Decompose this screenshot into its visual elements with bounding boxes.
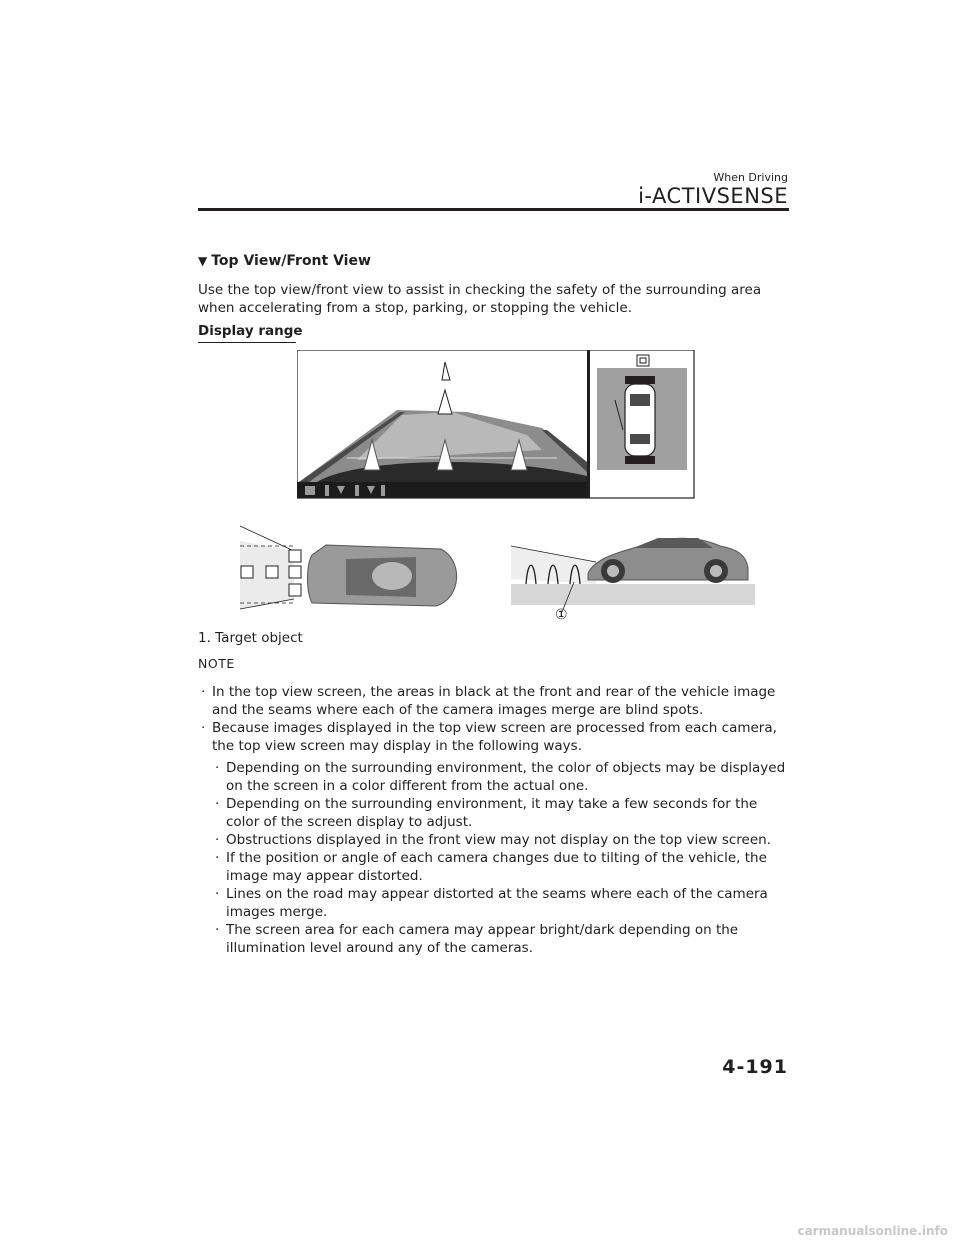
subnote-text: Depending on the surrounding environment, it may take a few seconds for the color of the screen display to adjust. [226, 796, 758, 830]
note-item: · Because images displayed in the top view screen are processed from each camera, the top view screen may display in the following ways. [201, 720, 777, 754]
note-item: · In the top view screen, the areas in black at the front and rear of the vehicle image and the seams where each of the camera images merge are blind spots. [201, 684, 776, 718]
subnote-item: · Obstructions displayed in the front view may not display on the top view screen. [215, 832, 772, 848]
subnote-item: · The screen area for each camera may appear bright/dark depending on the illumination level around any of the cameras. [215, 922, 739, 956]
subnote-text: If the position or angle of each camera changes due to tilting of the vehicle, the image may appear distorted. [226, 850, 767, 884]
display-range-heading: Display range [198, 323, 303, 339]
figure-caption: 1. Target object [198, 630, 303, 646]
subnote-text: Depending on the surrounding environment, the color of objects may be displayed on the screen in a color different from the actual one. [226, 760, 786, 794]
top-view-vehicle-figure [236, 521, 468, 611]
subnote-item: · If the position or angle of each camera changes due to tilting of the vehicle, the image may appear distorted. [215, 850, 767, 884]
callout-target-object: ① [555, 607, 568, 623]
heading-underline [198, 342, 296, 343]
subnote-text: Lines on the road may appear distorted at the seams where each of the camera images merge. [226, 886, 768, 920]
side-view-vehicle-figure [508, 524, 756, 630]
page-number: 4-191 [722, 1056, 788, 1078]
header-section: When Driving [713, 171, 788, 184]
subnote-text: The screen area for each camera may appear bright/dark depending on the illumination level around any of the cameras. [226, 922, 739, 956]
footer-watermark: carmanualsonline.info [797, 1224, 948, 1238]
header-rule [198, 208, 789, 211]
monitor-screen-figure [297, 350, 695, 499]
header-chapter: i-ACTIVSENSE [638, 184, 788, 208]
note-label: NOTE [198, 656, 235, 671]
intro-paragraph: Use the top view/front view to assist in checking the safety of the surrounding area when accelerating from a stop, parking, or stopping the vehicle. [198, 282, 762, 316]
subnote-item: · Depending on the surrounding environment, it may take a few seconds for the color of the screen display to adjust. [215, 796, 758, 830]
section-marker: ▼ [198, 254, 208, 268]
note-text: In the top view screen, the areas in black at the front and rear of the vehicle image and the seams where each of the camera images merge are blind spots. [212, 684, 776, 718]
note-text: Because images displayed in the top view screen are processed from each camera, the top view screen may display in the following ways. [212, 720, 777, 754]
section-title-text: Top View/Front View [211, 253, 371, 269]
subnote-item: · Lines on the road may appear distorted at the seams where each of the camera images merge. [215, 886, 768, 920]
subnote-text: Obstructions displayed in the front view may not display on the top view screen. [226, 832, 772, 848]
section-title [198, 253, 371, 269]
subnote-item: · Depending on the surrounding environment, the color of objects may be displayed on the screen in a color different from the actual one. [215, 760, 786, 794]
